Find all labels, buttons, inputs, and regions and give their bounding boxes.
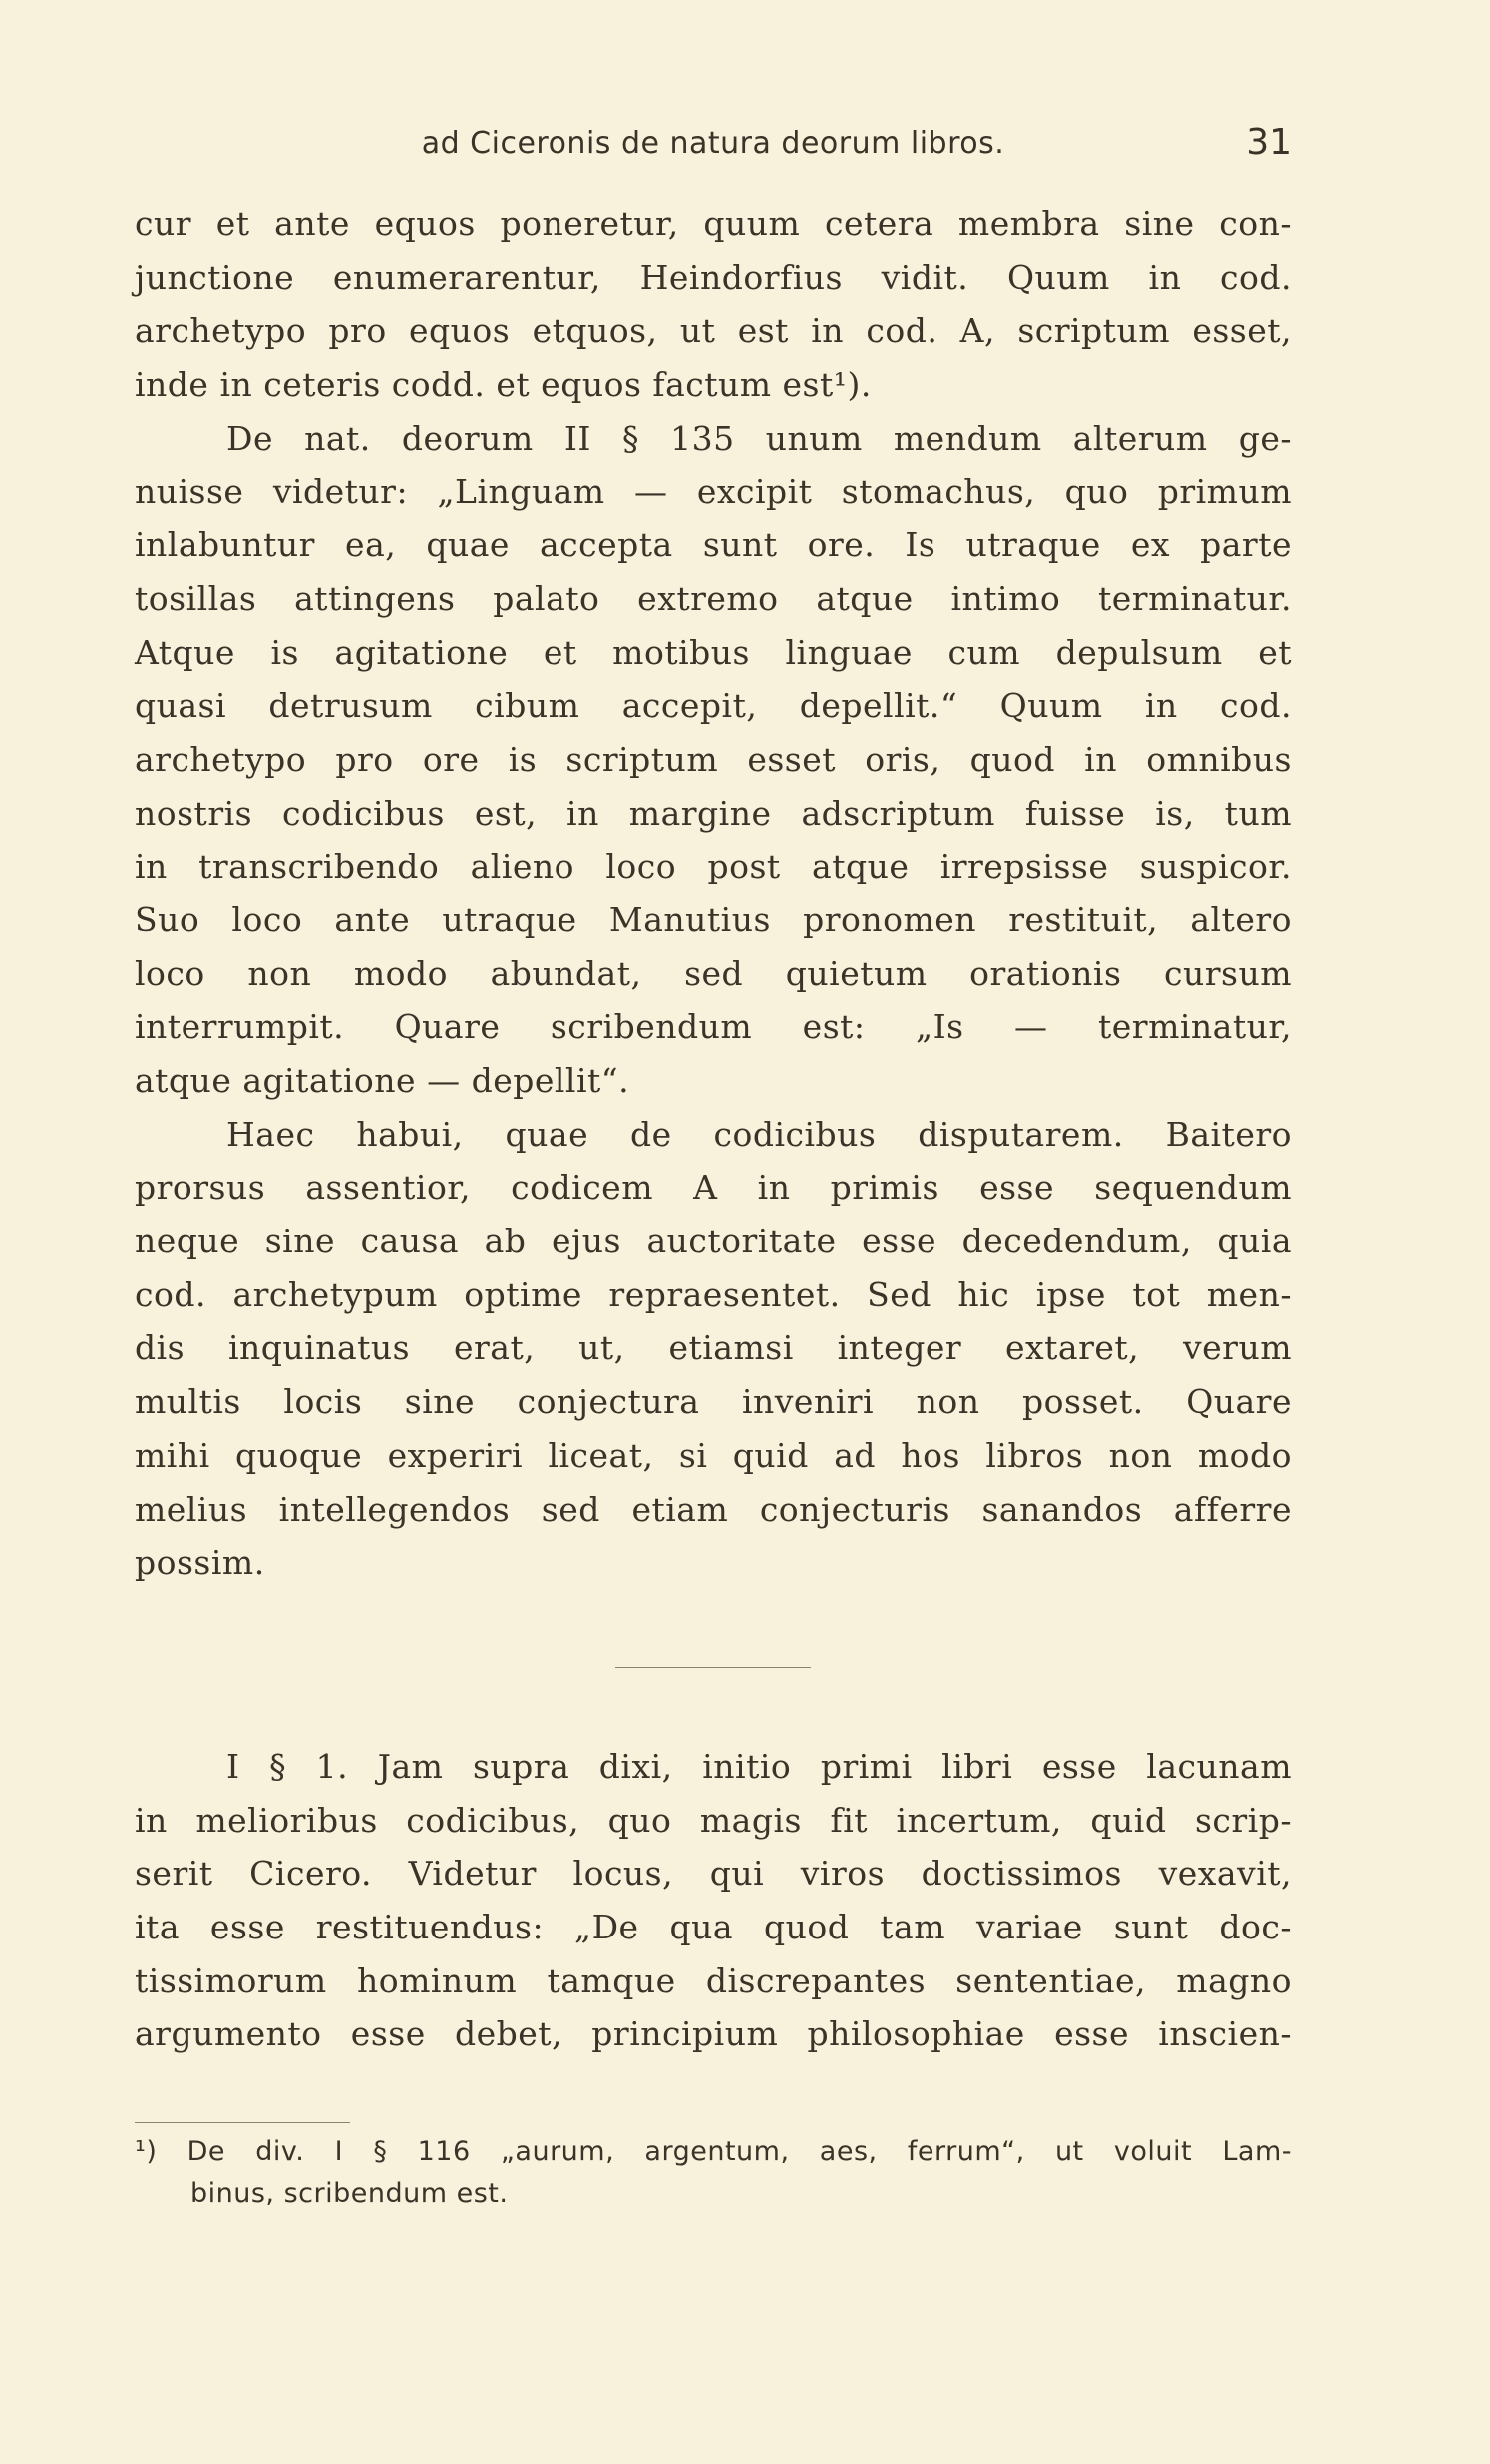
text-line: in melioribus codicibus, quo magis fit incertum, quid scrip- [135,1800,1292,1840]
footnote-line: binus, scribendum est. [190,2178,509,2209]
text-line: interrumpit. Quare scribendum est: „Is — terminatur, [135,1007,1292,1047]
text-line: in transcribendo alieno loco post atque irrepsisse suspicor. [135,847,1292,886]
text-line: melius intellegendos sed etiam conjecturis sanandos afferre [135,1489,1292,1529]
text-line: neque sine causa ab ejus auctoritate esse decedendum, quia [135,1222,1292,1261]
text-line: argumento esse debet, principium philosophiae esse inscien- [135,2014,1292,2054]
text-line: Haec habui, quae de codicibus disputarem. Baitero [226,1114,1292,1154]
text-line: tosillas attingens palato extremo atque intimo terminatur. [135,578,1292,618]
footnote-rule [135,2122,350,2123]
text-line: dis inquinatus erat, ut, etiamsi integer extaret, verum [135,1328,1292,1368]
text-line: possim. [135,1543,265,1583]
text-line: De nat. deorum II § 135 unum mendum alterum ge- [226,418,1292,458]
text-line: ita esse restituendus: „De qua quod tam variae sunt doc- [135,1908,1292,1947]
text-line: nuisse videtur: „Linguam — excipit stomachus, quo primum [135,472,1292,512]
footnote [135,2136,1292,2220]
body-text [135,204,1292,1596]
text-line: prorsus assentior, codicem A in primis esse sequendum [135,1168,1292,1208]
section-text [135,1747,1292,2068]
page-header [135,122,1292,176]
footnote-line [135,2136,1292,2178]
text-line: archetypo pro equos etquos, ut est in cod. A, scriptum esset, [135,311,1292,351]
text-line: I § 1. Jam supra dixi, initio primi libri esse lacunam [226,1747,1292,1786]
text-line: Suo loco ante utraque Manutius pronomen restituit, altero [135,899,1292,939]
text-line: inlabuntur ea, quae accepta sunt ore. Is utraque ex parte [135,526,1292,565]
footnote-text: De div. I § 116 „aurum, argentum, aes, ferrum“, ut voluit Lam- [186,2136,1292,2167]
text-line: Atque is agitatione et motibus linguae cum depulsum et [135,632,1292,672]
text-line: cur et ante equos poneretur, quum cetera membra sine con- [135,204,1292,243]
running-head: ad Ciceronis de natura deorum libros. [421,126,1005,161]
text-line: serit Cicero. Videtur locus, qui viros doctissimos vexavit, [135,1854,1292,1894]
text-line: cod. archetypum optime repraesentet. Sed hic ipse tot men- [135,1274,1292,1314]
text-line: tissimorum hominum tamque discrepantes sententiae, magno [135,1960,1292,2000]
section-divider [615,1667,811,1668]
text-line: quasi detrusum cibum accepit, depellit.“ Quum in cod. [135,686,1292,726]
footnote-marker: ¹) [135,2136,158,2167]
text-line: multis locis sine conjectura inveniri non posset. Quare [135,1382,1292,1422]
text-line: archetypo pro ore is scriptum esset oris, quod in omnibus [135,739,1292,779]
text-line: mihi quoque experiri liceat, si quid ad hos libros non modo [135,1435,1292,1475]
text-line: atque agitatione — depellit“. [135,1061,630,1100]
text-line: nostris codicibus est, in margine adscriptum fuisse is, tum [135,793,1292,833]
text-line: loco non modo abundat, sed quietum orationis cursum [135,953,1292,993]
page-number: 31 [1246,122,1292,163]
text-line: inde in ceteris codd. et equos factum est¹). [135,365,872,405]
text-line: junctione enumerarentur, Heindorfius vidit. Quum in cod. [135,257,1292,297]
